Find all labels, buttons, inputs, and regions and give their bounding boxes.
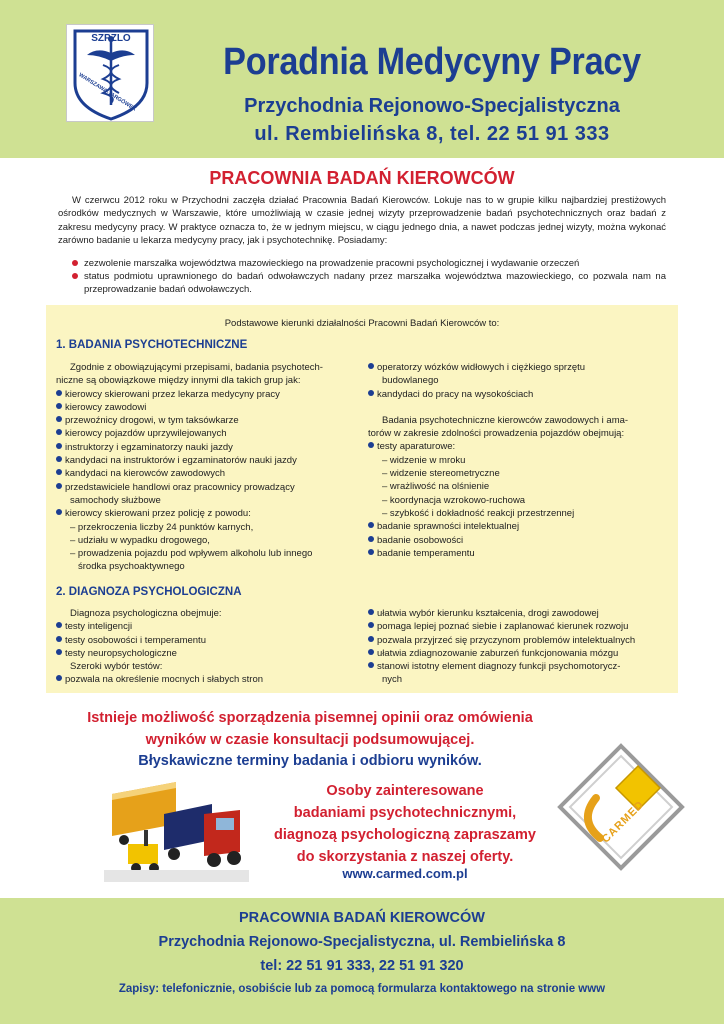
- list-item: pomaga lepiej poznać siebie i zaplanować kierunek rozwoju: [368, 620, 673, 633]
- text-line: torów w zakresie zdolności prowadzenia pojazdów obejmują:: [368, 428, 625, 440]
- dash-item: – widzenie w mroku: [382, 454, 466, 466]
- directions-intro: Podstawowe kierunki działalności Pracowni Badań Kierowców to:: [224, 318, 500, 329]
- dash-item: – przekroczenia liczby 24 punktów karnych,: [70, 521, 254, 533]
- bullet-icon: [56, 429, 62, 435]
- list-item: kierowcy pojazdów uprzywilejowanych: [56, 427, 366, 440]
- list-item: badanie temperamentu: [368, 547, 673, 560]
- list-item: operatorzy wózków widłowych i ciężkiego sprzętu: [368, 361, 673, 374]
- list-item: badanie sprawności intelektualnej: [368, 520, 673, 533]
- text-line: budowlanego: [382, 375, 439, 387]
- section-heading: PRACOWNIA BADAŃ KIEROWCÓW: [209, 168, 515, 188]
- footer-phone: tel: 22 51 91 333, 22 51 91 320: [260, 958, 464, 974]
- invitation-text: Osoby zainteresowane badaniami psychotechnicznymi, diagnozą psychologiczną zapraszamy do skorzystania z naszej oferty.: [274, 783, 536, 865]
- bullet-icon: [368, 522, 374, 528]
- bullet-icon: [368, 442, 374, 448]
- list-item: instruktorzy i egzaminatorzy nauki jazdy: [56, 441, 366, 454]
- list-item: pozwala na określenie mocnych i słabych stron: [56, 673, 366, 686]
- list-item: stanowi istotny element diagnozy funkcji psychomotorycz-: [368, 660, 673, 673]
- website-link[interactable]: www.carmed.com.pl: [342, 866, 468, 881]
- fast-terms-note: Błyskawiczne terminy badania i odbioru wyników.: [138, 753, 482, 769]
- bullet-icon: [368, 549, 374, 555]
- text-line: niczne są obowiązkowe między innymi dla takich grup jak:: [56, 375, 301, 387]
- bullet-icon: [368, 536, 374, 542]
- list-item: kierowcy skierowani przez policję z powodu:: [56, 507, 366, 520]
- text-line: Diagnoza psychologiczna obejmuje:: [70, 608, 222, 619]
- section2-title: 2. DIAGNOZA PSYCHOLOGICZNA: [56, 586, 242, 598]
- bullet-icon: [72, 273, 78, 279]
- bullet-icon: [56, 675, 62, 681]
- bullet-icon: [368, 609, 374, 615]
- list-item: testy aparaturowe:: [368, 440, 673, 453]
- dash-item: – prowadzenia pojazdu pod wpływem alkoholu lub innego: [70, 548, 313, 560]
- bullet-icon: [56, 469, 62, 475]
- bullet-icon: [56, 390, 62, 396]
- dash-item: – koordynacja wzrokowo-ruchowa: [382, 494, 526, 506]
- list-item: pozwala przyjrzeć się przyczynom problemów intelektualnych: [368, 634, 673, 647]
- bullet-icon: [368, 622, 374, 628]
- intro-bullet: zezwolenie marszałka województwa mazowieckiego na prowadzenie pracowni psychologicznej i wydawanie orzeczeń: [72, 257, 666, 270]
- bullet-icon: [56, 443, 62, 449]
- dash-item: – widzenie stereometryczne: [382, 468, 500, 480]
- text-line: środka psychoaktywnego: [78, 561, 185, 573]
- section1-left-column: [56, 361, 366, 574]
- list-item: testy inteligencji: [56, 620, 366, 633]
- section1-right-column: [368, 361, 673, 560]
- bullet-icon: [56, 483, 62, 489]
- bullet-icon: [56, 456, 62, 462]
- logo-top-text: SZPZLO: [91, 33, 131, 44]
- footer-title: PRACOWNIA BADAŃ KIEROWCÓW: [239, 910, 485, 926]
- intro-paragraph: W czerwcu 2012 roku w Przychodni zaczęła działać Pracownia Badań Kierowców. Lokuje nas to w grupie kilku najbardziej prestiżowych ośrodków medycznych w Warszawie, które umożliwiają w czasie jednej wizyty przeprowadzenie badań psychotechnicznych oraz badań z zakresu medycyny pracy. W praktyce oznacza to, że w jednym miejscu, w ciągu jednego dnia, a nawet podczas jednej wizyty, można wykonać zarówno badanie u lekarza medycyny pracy, jak i psychotechnikę. Posiadamy:: [58, 195, 666, 246]
- dash-item: – udziału w wypadku drogowego,: [70, 534, 210, 546]
- bullet-icon: [56, 636, 62, 642]
- bullet-icon: [368, 649, 374, 655]
- bullet-icon: [56, 649, 62, 655]
- opinion-note: Istnieje możliwość sporządzenia pisemnej opinii oraz omówienia wyników w czasie konsultacji podsumowującej.: [87, 710, 533, 748]
- bullet-icon: [56, 622, 62, 628]
- text-line: Szeroki wybór testów:: [70, 661, 163, 673]
- bullet-icon: [56, 403, 62, 409]
- szpzlo-logo: [66, 24, 154, 122]
- text-line: nych: [382, 674, 403, 686]
- trucks-illustration: [104, 774, 249, 882]
- dash-item: – wrażliwość na olśnienie: [382, 481, 490, 493]
- list-item: kandydaci do pracy na wysokościach: [368, 388, 673, 401]
- bullet-icon: [72, 260, 78, 266]
- bullet-icon: [368, 363, 374, 369]
- list-item: ułatwia zdiagnozowanie zaburzeń funkcjonowania mózgu: [368, 647, 673, 660]
- list-item: kandydaci na kierowców zawodowych: [56, 467, 366, 480]
- carmed-logo-icon: [556, 742, 686, 872]
- text-line: Zgodnie z obowiązującymi przepisami, badania psychotech-: [70, 362, 323, 373]
- text-line: Badania psychotechniczne kierowców zawodowych i ama-: [382, 414, 629, 426]
- list-item: badanie osobowości: [368, 534, 673, 547]
- list-item: kierowcy zawodowi: [56, 401, 366, 414]
- clinic-address: ul. Rembielińska 8, tel. 22 51 91 333: [254, 123, 610, 145]
- carmed-logo: [556, 742, 686, 872]
- bullet-icon: [56, 416, 62, 422]
- truck-icon: [104, 774, 249, 882]
- list-item: testy neuropsychologiczne: [56, 647, 366, 660]
- footer-address: Przychodnia Rejonowo-Specjalistyczna, ul. Rembielińska 8: [158, 934, 566, 950]
- bullet-icon: [368, 636, 374, 642]
- dash-item: – szybkość i dokładność reakcji przestrzennej: [382, 507, 575, 519]
- bullet-icon: [368, 390, 374, 396]
- footer-registration: Zapisy: telefonicznie, osobiście lub za pomocą formularza kontaktowego na stronie www: [118, 983, 606, 995]
- list-item: przewoźnicy drogowi, w tym taksówkarze: [56, 414, 366, 427]
- logo-bottom-text: WARSZAWA-TARGÓWEK: [77, 72, 138, 113]
- intro-bullet: status podmiotu uprawnionego do badań odwoławczych nadany przez marszałka województwa mazowieckiego, co pozwala nam na przeprowadzanie badań odwoławczych.: [72, 270, 666, 297]
- text-line: samochody służbowe: [70, 494, 161, 506]
- carmed-logo-text: CARMED: [599, 798, 647, 846]
- list-item: testy osobowości i temperamentu: [56, 634, 366, 647]
- bullet-icon: [56, 509, 62, 515]
- section2-right-column: [368, 607, 673, 687]
- page-title: Poradnia Medycyny Pracy: [223, 41, 641, 83]
- list-item: przedstawiciele handlowi oraz pracownicy prowadzący: [56, 481, 366, 494]
- section2-left-column: [56, 607, 366, 687]
- clinic-name: Przychodnia Rejonowo-Specjalistyczna: [244, 95, 620, 117]
- bullet-icon: [368, 662, 374, 668]
- section1-title: 1. BADANIA PSYCHOTECHNICZNE: [56, 339, 248, 351]
- list-item: kandydaci na instruktorów i egzaminatorów nauki jazdy: [56, 454, 366, 467]
- list-item: ułatwia wybór kierunku kształcenia, drogi zawodowej: [368, 607, 673, 620]
- list-item: kierowcy skierowani przez lekarza medycyny pracy: [56, 388, 366, 401]
